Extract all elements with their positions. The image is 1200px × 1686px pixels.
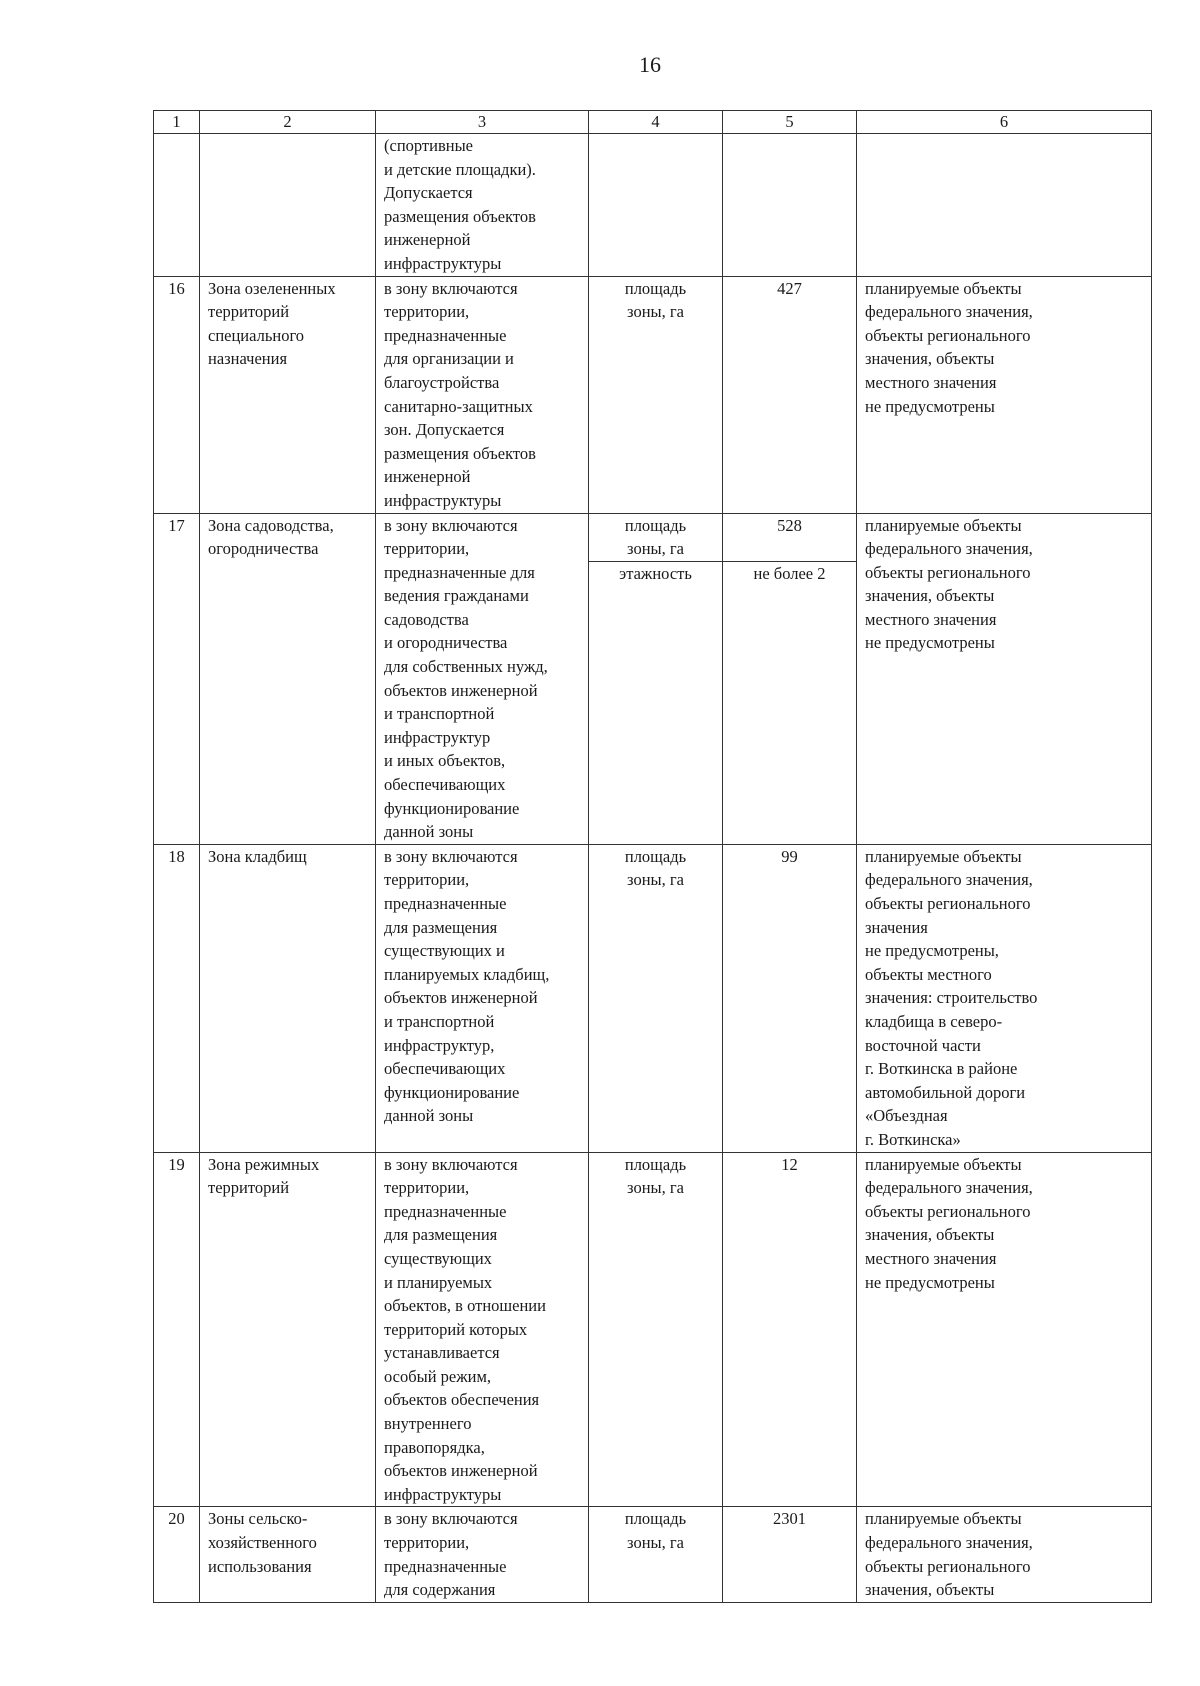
description-line: предназначенные [384,1556,507,1576]
zone-name-line: Зона режимных [208,1154,320,1174]
parameter-line: зоны, га [627,870,684,890]
description-line: устанавливается [384,1343,500,1363]
description-line: благоустройства [384,372,500,392]
note-line: федерального значения, [865,1178,1033,1198]
cell-num: 16 [154,276,200,513]
cell-note [857,1152,1152,1507]
description-line: в зону включаются [384,278,518,298]
description-line: территории, [384,302,470,322]
parameter-block [593,562,718,586]
cell-value [723,134,857,277]
description-line: объектов обеспечения [384,1390,540,1410]
cell-note [857,513,1152,844]
note-line: значения, объекты [865,586,995,606]
description-line: обеспечивающих [384,775,506,795]
parameter-line: этажность [619,563,692,583]
parameter-line: площадь [624,515,687,535]
value-block [727,1507,852,1554]
note-line: объекты местного [865,964,992,984]
cell-parameter [589,513,723,844]
description-line: размещения объектов [384,443,536,463]
header-cell: 2 [200,111,376,134]
description-line: и транспортной [384,1011,495,1031]
description-line: ведения гражданами [384,586,529,606]
description-line: инфраструктур, [384,1035,495,1055]
zone-name-line: территорий [208,1178,290,1198]
note-line: планируемые объекты [865,1509,1022,1529]
description-line: территории, [384,1533,470,1553]
description-line: особый режим, [384,1366,492,1386]
description-line: объектов инженерной [384,1461,538,1481]
description-line: для размещения [384,917,498,937]
cell-description [376,844,589,1152]
description-line: предназначенные [384,325,507,345]
description-line: предназначенные [384,1201,507,1221]
cell-parameter [589,134,723,277]
header-cell: 4 [589,111,723,134]
description-line: территории, [384,1178,470,1198]
cell-note [857,1507,1152,1602]
cell-zone-name [200,513,376,844]
note-line: объекты регионального [865,1201,1031,1221]
note-line: федерального значения, [865,539,1033,559]
cell-description [376,276,589,513]
note-line: местного значения [865,609,997,629]
description-line: для содержания [384,1580,496,1600]
cell-note [857,134,1152,277]
cell-value [723,276,857,513]
note-line: объекты регионального [865,325,1031,345]
note-line: значения, объекты [865,349,995,369]
cell-value [723,1507,857,1602]
description-line: объектов инженерной [384,988,538,1008]
cell-zone-name [200,1152,376,1507]
cell-note [857,276,1152,513]
cell-zone-name [200,134,376,277]
description-line: инженерной [384,467,471,487]
note-line: объекты регионального [865,1556,1031,1576]
cell-value [723,513,857,844]
cell-zone-name [200,276,376,513]
parameter-block [593,845,718,892]
cell-description [376,134,589,277]
note-line: г. Воткинска в районе [865,1059,1018,1079]
value-block [723,514,856,562]
cell-description [376,513,589,844]
note-line: федерального значения, [865,870,1033,890]
note-line: местного значения [865,372,997,392]
note-line: «Объездная [865,1106,948,1126]
parameter-line: площадь [624,846,687,866]
table-row [154,844,1152,1152]
cell-value [723,1152,857,1507]
description-line: функционирование [384,798,520,818]
description-line: санитарно-защитных [384,396,533,416]
description-line: в зону включаются [384,846,518,866]
note-line: планируемые объекты [865,278,1022,298]
description-line: объектов, в отношении [384,1296,546,1316]
description-line: правопорядка, [384,1437,485,1457]
parameter-line: площадь [624,278,687,298]
note-line: федерального значения, [865,1533,1033,1553]
description-line: инфраструктур [384,727,491,747]
cell-note [857,844,1152,1152]
parameter-line: зоны, га [627,302,684,322]
note-line: местного значения [865,1248,997,1268]
cell-num: 18 [154,844,200,1152]
note-line: кладбища в северо- [865,1011,1003,1031]
cell-parameter [589,844,723,1152]
description-line: инфраструктуры [384,1484,502,1504]
header-cell: 3 [376,111,589,134]
parameter-line: зоны, га [627,1178,684,1198]
parameter-block [593,1507,718,1554]
zone-name-line: использования [208,1556,312,1576]
note-line: автомобильной дороги [865,1082,1026,1102]
table-row [154,276,1152,513]
cell-num: 20 [154,1507,200,1602]
value-block [727,277,852,324]
zone-name-line: территорий [208,302,290,322]
header-cell: 5 [723,111,857,134]
note-line: не предусмотрены [865,396,995,416]
zone-name-line: назначения [208,349,288,369]
zone-name-line: Зона кладбищ [208,846,307,866]
zone-name-line: Зоны сельско- [208,1509,308,1529]
description-line: и транспортной [384,704,495,724]
note-line: значения: строительство [865,988,1038,1008]
zone-name-line: Зона озелененных [208,278,336,298]
parameter-line: зоны, га [627,1533,684,1553]
description-line: планируемых кладбищ, [384,964,550,984]
note-line: объекты регионального [865,894,1031,913]
parameter-line: зоны, га [627,539,684,559]
note-line: планируемые объекты [865,515,1022,535]
cell-description [376,1152,589,1507]
description-line: в зону включаются [384,1154,518,1174]
cell-num: 19 [154,1152,200,1507]
cell-parameter [589,1507,723,1602]
table-row-continuation [154,134,1152,277]
parameter-block [593,277,718,324]
cell-num: 17 [154,513,200,844]
description-line: внутреннего [384,1414,472,1434]
cell-parameter [589,1152,723,1507]
table-row [154,513,1152,844]
description-line: функционирование [384,1082,520,1102]
zone-name-line: специального [208,325,305,345]
zones-table [153,110,1152,1603]
description-line: для размещения [384,1225,498,1245]
parameter-block [589,514,722,562]
description-line: территории, [384,539,470,559]
table-header [154,111,1152,134]
description-line: и детские площадки). [384,159,536,179]
note-line: не предусмотрены [865,633,995,653]
description-line: существующих и [384,941,505,961]
parameter-line: площадь [624,1154,687,1174]
cell-zone-name [200,1507,376,1602]
description-line: данной зоны [384,1106,474,1126]
description-line: и планируемых [384,1272,493,1292]
note-line: значения, объекты [865,1580,995,1600]
value-block [727,1153,852,1200]
note-line: не предусмотрены, [865,941,999,961]
note-line: восточной части [865,1035,981,1055]
parameter-line: площадь [624,1509,687,1529]
description-line: для организации и [384,349,514,369]
description-line: объектов инженерной [384,680,538,700]
cell-zone-name [200,844,376,1152]
value-text: не более 2 [753,563,826,583]
description-line: инфраструктуры [384,253,502,273]
description-line: предназначенные [384,894,507,913]
description-line: и иных объектов, [384,751,506,771]
description-line: размещения объектов [384,206,536,226]
description-line: в зону включаются [384,515,518,535]
description-line: Допускается [384,183,473,203]
description-line: садоводства [384,609,469,629]
cell-parameter [589,276,723,513]
value-text: 99 [781,846,798,866]
note-line: планируемые объекты [865,846,1022,866]
value-text: 427 [777,278,802,298]
description-line: существующих [384,1248,492,1268]
value-block [727,845,852,892]
description-line: данной зоны [384,822,474,842]
description-line: обеспечивающих [384,1059,506,1079]
note-line: планируемые объекты [865,1154,1022,1174]
description-line: для собственных нужд, [384,657,548,677]
note-line: г. Воткинска» [865,1129,961,1149]
header-cell: 6 [857,111,1152,134]
description-line: инженерной [384,230,471,250]
description-line: инфраструктуры [384,490,502,510]
zone-name-line: огородничества [208,539,319,559]
value-text: 2301 [773,1509,806,1529]
cell-value [723,844,857,1152]
page-number: 16 [639,52,661,77]
zone-name-line: Зона садоводства, [208,515,334,535]
table-row [154,1152,1152,1507]
note-line: значения, объекты [865,1225,995,1245]
cell-num [154,134,200,277]
note-line: федерального значения, [865,302,1033,322]
value-text: 528 [777,515,802,535]
note-line: не предусмотрены [865,1272,995,1292]
description-line: территории, [384,870,470,890]
description-line: в зону включаются [384,1509,518,1529]
note-line: значения [865,917,928,937]
header-cell: 1 [154,111,200,134]
note-line: объекты регионального [865,562,1031,582]
description-line: (спортивные [384,136,474,155]
table-row [154,1507,1152,1602]
cell-description [376,1507,589,1602]
description-line: предназначенные для [384,562,535,582]
value-block [727,562,852,586]
parameter-block [593,1153,718,1200]
zone-name-line: хозяйственного [208,1533,317,1553]
description-line: зон. Допускается [384,420,505,440]
description-line: территорий которых [384,1319,528,1339]
value-text: 12 [781,1154,798,1174]
description-line: и огородничества [384,633,508,653]
